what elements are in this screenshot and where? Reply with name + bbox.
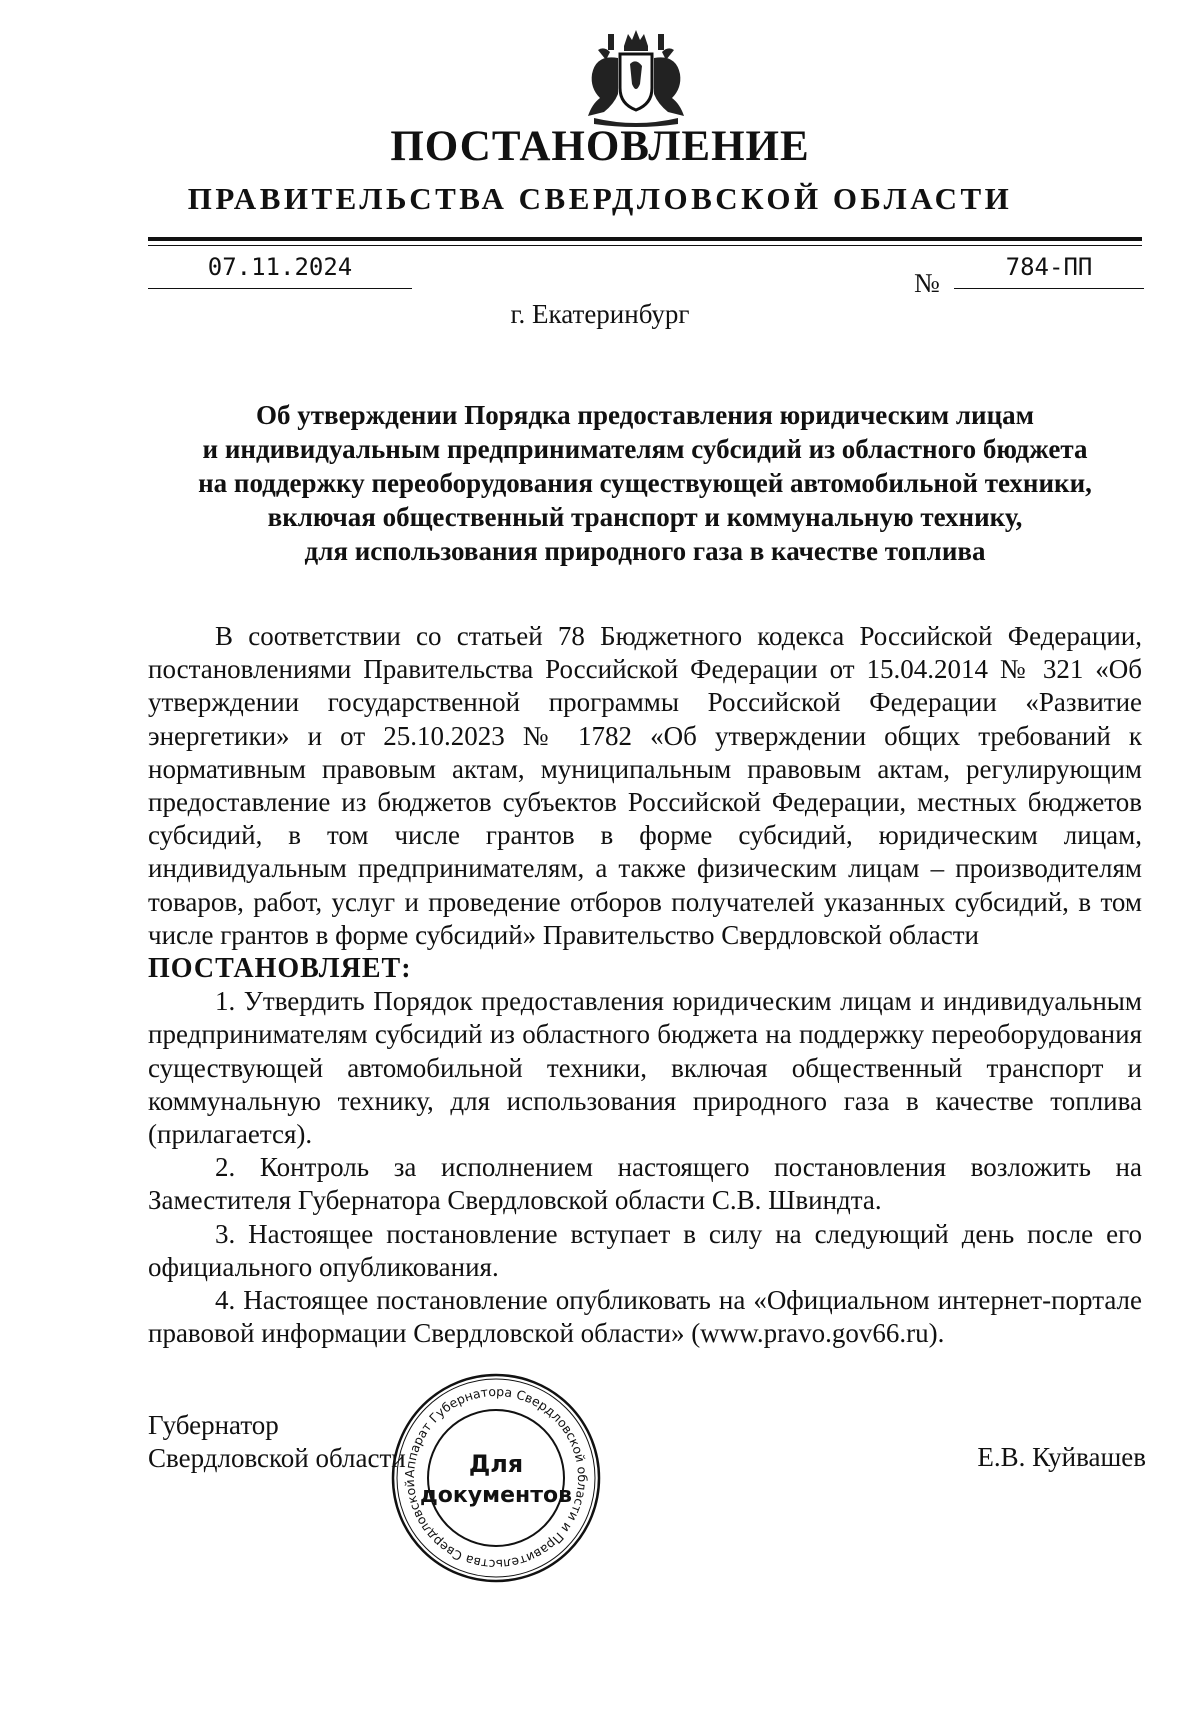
- heading-line: на поддержку переоборудования существующей автомобильной техники,: [198, 468, 1092, 498]
- official-stamp: [390, 1372, 602, 1584]
- stamp-ring-text: Аппарат Губернатора Свердловской области и Правительства Свердловской: [401, 1383, 591, 1573]
- document-title: ПОСТАНОВЛЕНИЕ: [390, 123, 810, 170]
- document-subtitle: ПРАВИТЕЛЬСТВА СВЕРДЛОВСКОЙ ОБЛАСТИ: [187, 181, 1013, 216]
- item-paragraph-3: 3. Настоящее постановление вступает в силу на следующий день после его официального опубликования.: [148, 1218, 1142, 1282]
- preamble-paragraph: В соответствии со статьей 78 Бюджетного кодекса Российской Федерации, постановлениями Правительства Российской Федерации от 15.04.2014 № 321 «Об утверждении государственной программы Российской Федерации «Развитие энергетики» и от 25.10.2023 № 1782 «Об утверждении общих требований к нормативным правовым актам, муниципальным правовым актам, регулирующим предоставление из бюджетов субъектов Российской Федерации, местных бюджетов субсидий, в том числе грантов в форме субсидий, юридическим лицам, индивидуальным предпринимателям, а также физическим лицам – производителям товаров, работ, услуг и проведение отборов получателей указанных субсидий, в том числе грантов в форме субсидий» Правительство Свердловской области: [148, 621, 1142, 950]
- header-rule-thin: [148, 245, 1142, 246]
- resolves-label: ПОСТАНОВЛЯЕТ:: [148, 953, 412, 985]
- heading-line: и индивидуальным предпринимателям субсидий из областного бюджета: [202, 434, 1088, 464]
- item-paragraph-1: 1. Утвердить Порядок предоставления юридическим лицам и индивидуальным предпринимателям субсидий из областного бюджета на поддержку переоборудования существующей автомобильной техники, включая общественный транспорт и коммунальную технику, для использования природного газа в качестве топлива (прилагается).: [148, 986, 1142, 1150]
- stamp-center-line: Для: [468, 1450, 524, 1478]
- number-sign: №: [914, 268, 940, 298]
- signatory-name: Е.В. Куйвашев: [977, 1442, 1146, 1472]
- document-date: 07.11.2024: [148, 253, 412, 289]
- signatory-position-line: Свердловской области: [148, 1443, 406, 1473]
- document-body: [148, 620, 1142, 1350]
- heading-line: для использования природного газа в качестве топлива: [304, 536, 986, 566]
- signatory-position-line: Губернатор: [148, 1410, 279, 1440]
- heading-line: включая общественный транспорт и коммунальную технику,: [267, 502, 1023, 532]
- stamp-center-line: документов: [419, 1483, 573, 1508]
- coat-of-arms-emblem: [574, 28, 698, 128]
- document-city: г. Екатеринбург: [510, 299, 690, 329]
- heading-line: Об утверждении Порядка предоставления юридическим лицам: [255, 400, 1035, 430]
- item-paragraph-2: 2. Контроль за исполнением настоящего постановления возложить на Заместителя Губернатора Свердловской области С.В. Швиндта.: [148, 1152, 1142, 1216]
- signatory-position: [148, 1409, 406, 1475]
- item-paragraph-4: 4. Настоящее постановление опубликовать на «Официальном интернет-портале правовой информации Свердловской области» (www.pravo.gov66.ru).: [148, 1285, 1142, 1349]
- document-heading: [148, 398, 1142, 568]
- document-number: 784-ПП: [954, 253, 1144, 289]
- header-rule-thick: [148, 237, 1142, 241]
